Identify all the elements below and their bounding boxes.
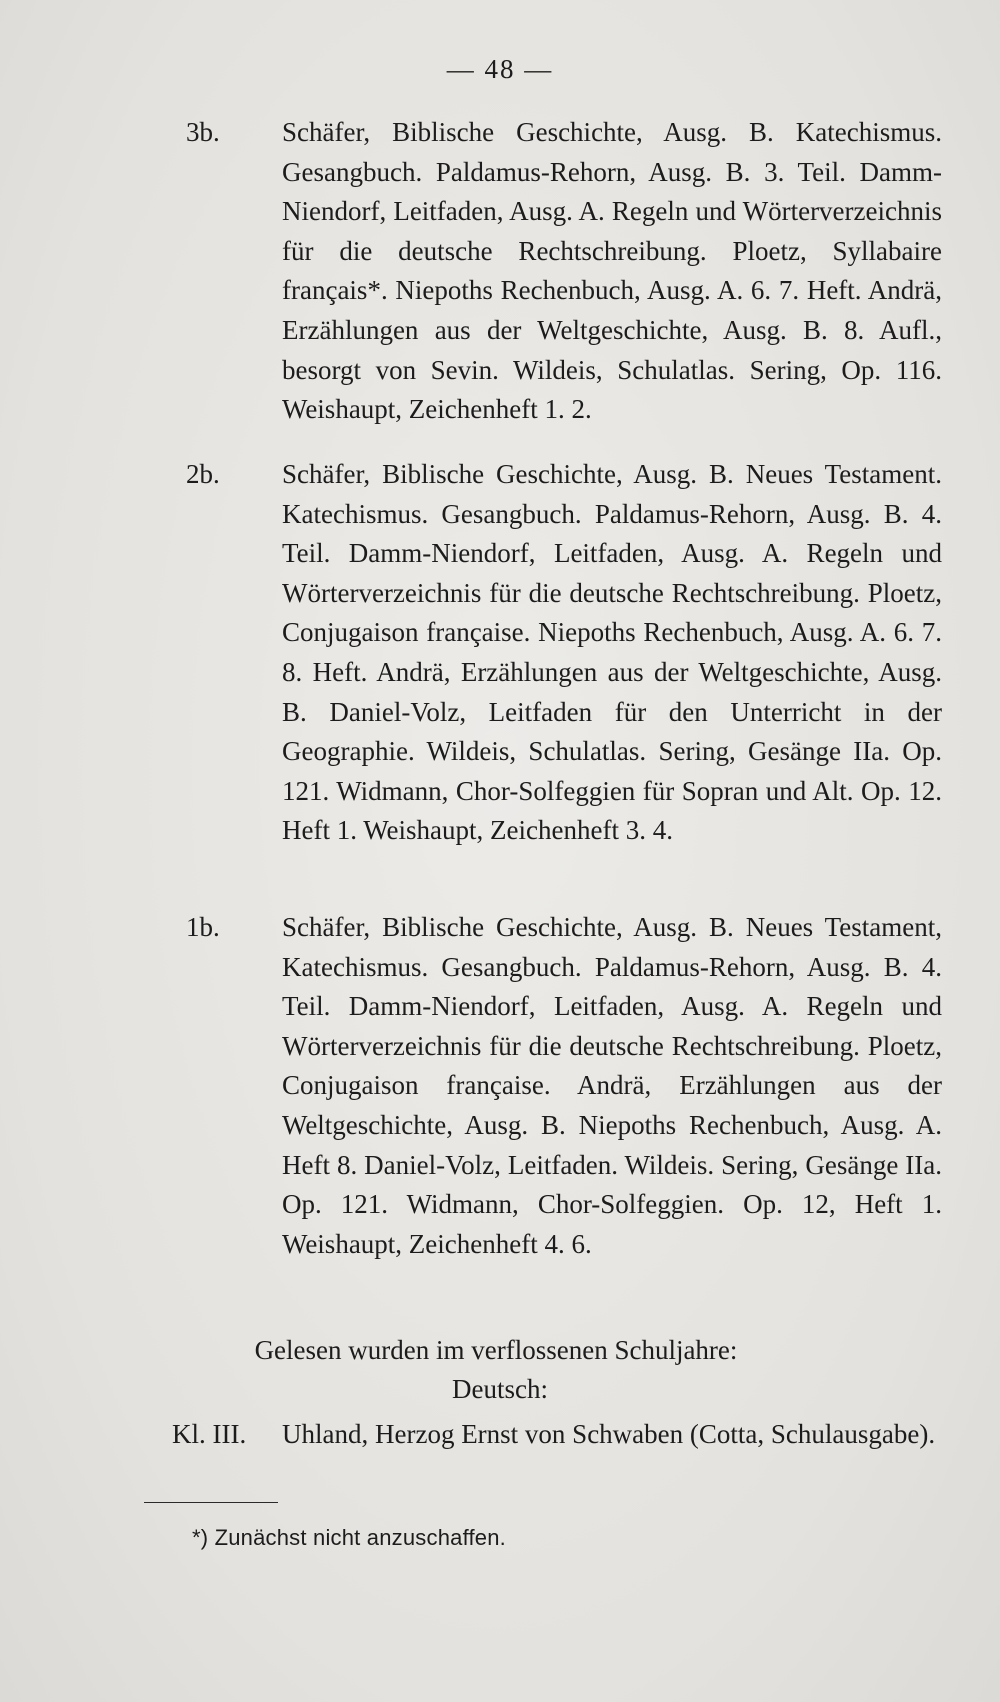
- book-list-text: Schäfer, Biblische Geschichte, Ausg. B. Neues Testament, Katechismus. Gesangbuch. Paldamus-Rehorn, Ausg. B. 4. Teil. Damm-Niendorf, Leitfaden, Ausg. A. Regeln und Wörterverzeichnis für die deutsche Rechtschreibung. Ploetz, Conjugaison française. Andrä, Erzählungen aus der Weltgeschichte, Ausg. B. Niepoths Rechenbuch, Ausg. A. Heft 8. Daniel-Volz, Leitfaden. Wildeis. Sering, Gesänge IIa. Op. 121. Widmann, Chor-Solfeggien. Op. 12, Heft 1. Weishaupt, Zeichenheft 4. 6.: [282, 912, 942, 1259]
- class-label: Kl. III.: [172, 1419, 247, 1449]
- subject-heading-german: Deutsch:: [452, 1374, 548, 1404]
- class-label: 1b.: [186, 912, 220, 942]
- reading-text: Uhland, Herzog Ernst von Schwaben (Cotta, Schulausgabe).: [282, 1419, 936, 1449]
- book-list-text: Schäfer, Biblische Geschichte, Ausg. B. Neues Testament. Katechismus. Gesangbuch. Paldamus-Rehorn, Ausg. B. 4. Teil. Damm-Niendorf, Leitfaden, Ausg. A. Regeln und Wörterverzeichnis für die deutsche Rechtschreibung. Ploetz, Conjugaison française. Niepoths Rechenbuch, Ausg. A. 6. 7. 8. Heft. Andrä, Erzählungen aus der Weltgeschichte, Ausg. B. Daniel-Volz, Leitfaden für den Unterricht in der Geographie. Wildeis, Schulatlas. Sering, Gesänge IIa. Op. 121. Widmann, Chor-Solfeggien für Sopran und Alt. Op. 12. Heft 1. Weishaupt, Zeichenheft 3. 4.: [282, 459, 942, 846]
- class-label: 2b.: [186, 459, 220, 489]
- page-number: — 48 —: [446, 54, 554, 84]
- reading-heading: Gelesen wurden im verflossenen Schuljahre:: [254, 1335, 738, 1365]
- footnote: *) Zunächst nicht anzuschaffen.: [192, 1525, 506, 1550]
- book-list-text: Schäfer, Biblische Geschichte, Ausg. B. Katechismus. Gesangbuch. Paldamus-Rehorn, Ausg. B. 3. Teil. Damm-Niendorf, Leitfaden, Ausg. A. Regeln und Wörterverzeichnis für die deutsche Rechtschreibung. Ploetz, Syllabaire français*. Niepoths Rechenbuch, Ausg. A. 6. 7. Heft. Andrä, Erzählungen aus der Weltgeschichte, Ausg. B. 8. Aufl., besorgt von Sevin. Wildeis, Schulatlas. Sering, Op. 116. Weishaupt, Zeichenheft 1. 2.: [282, 117, 942, 425]
- footnote-divider: [144, 1502, 278, 1503]
- class-label: 3b.: [186, 117, 220, 147]
